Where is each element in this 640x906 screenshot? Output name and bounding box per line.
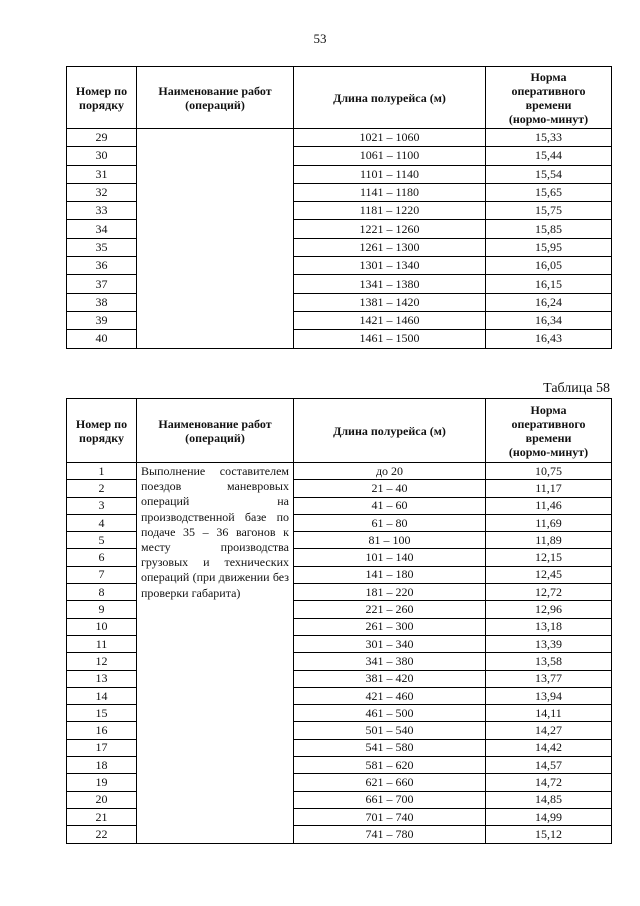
cell-length: 501 – 540 bbox=[294, 722, 486, 739]
cell-norm: 13,39 bbox=[486, 635, 612, 652]
cell-norm: 16,43 bbox=[486, 330, 612, 348]
cell-length: 61 – 80 bbox=[294, 514, 486, 531]
cell-norm: 13,77 bbox=[486, 670, 612, 687]
cell-norm: 15,75 bbox=[486, 202, 612, 220]
cell-norm: 14,11 bbox=[486, 705, 612, 722]
cell-norm: 15,12 bbox=[486, 826, 612, 843]
cell-num: 9 bbox=[67, 601, 137, 618]
cell-length: 701 – 740 bbox=[294, 808, 486, 825]
cell-norm: 10,75 bbox=[486, 463, 612, 480]
cell-length: 541 – 580 bbox=[294, 739, 486, 756]
cell-length: 741 – 780 bbox=[294, 826, 486, 843]
cell-num: 17 bbox=[67, 739, 137, 756]
cell-norm: 15,65 bbox=[486, 183, 612, 201]
header-length: Длина полурейса (м) bbox=[294, 67, 486, 129]
cell-length: 1341 – 1380 bbox=[294, 275, 486, 293]
cell-num: 33 bbox=[67, 202, 137, 220]
header-norm-line-4: (нормо-минут) bbox=[508, 111, 589, 126]
cell-num: 35 bbox=[67, 238, 137, 256]
cell-length: 1021 – 1060 bbox=[294, 129, 486, 147]
header-norm-line-3: времени bbox=[525, 97, 572, 112]
cell-num: 3 bbox=[67, 497, 137, 514]
cell-norm: 12,72 bbox=[486, 584, 612, 601]
cell-norm: 16,05 bbox=[486, 257, 612, 275]
cell-num: 11 bbox=[67, 635, 137, 652]
header-num: Номер по порядку bbox=[67, 67, 137, 129]
cell-num: 10 bbox=[67, 618, 137, 635]
norm-table-continued bbox=[66, 66, 612, 349]
cell-num: 1 bbox=[67, 463, 137, 480]
cell-num: 21 bbox=[67, 808, 137, 825]
cell-norm: 16,24 bbox=[486, 293, 612, 311]
cell-norm: 15,95 bbox=[486, 238, 612, 256]
cell-length: 81 – 100 bbox=[294, 532, 486, 549]
cell-num: 29 bbox=[67, 129, 137, 147]
table-header-row bbox=[67, 67, 612, 129]
cell-num: 40 bbox=[67, 330, 137, 348]
cell-num: 39 bbox=[67, 311, 137, 329]
cell-num: 34 bbox=[67, 220, 137, 238]
header-name: Наименование работ (операций) bbox=[137, 67, 294, 129]
cell-norm: 14,99 bbox=[486, 808, 612, 825]
cell-norm: 14,42 bbox=[486, 739, 612, 756]
cell-length: 381 – 420 bbox=[294, 670, 486, 687]
cell-num: 6 bbox=[67, 549, 137, 566]
cell-num: 2 bbox=[67, 480, 137, 497]
header-length: Длина полурейса (м) bbox=[294, 399, 486, 463]
cell-norm: 14,57 bbox=[486, 757, 612, 774]
cell-num: 18 bbox=[67, 757, 137, 774]
cell-num: 16 bbox=[67, 722, 137, 739]
cell-num: 22 bbox=[67, 826, 137, 843]
cell-norm: 13,94 bbox=[486, 687, 612, 704]
cell-norm: 11,69 bbox=[486, 514, 612, 531]
cell-norm: 15,85 bbox=[486, 220, 612, 238]
header-name: Наименование работ (операций) bbox=[137, 399, 294, 463]
cell-norm: 15,54 bbox=[486, 165, 612, 183]
cell-num: 31 bbox=[67, 165, 137, 183]
cell-norm: 11,46 bbox=[486, 497, 612, 514]
cell-length: 621 – 660 bbox=[294, 774, 486, 791]
header-norm bbox=[486, 399, 612, 463]
cell-length: 181 – 220 bbox=[294, 584, 486, 601]
cell-length: 301 – 340 bbox=[294, 635, 486, 652]
table-header-row bbox=[67, 399, 612, 463]
header-num: Номер по порядку bbox=[67, 399, 137, 463]
cell-length: 1221 – 1260 bbox=[294, 220, 486, 238]
header-norm-line-3: времени bbox=[525, 430, 572, 445]
cell-length: 141 – 180 bbox=[294, 566, 486, 583]
cell-length: 1101 – 1140 bbox=[294, 165, 486, 183]
cell-norm: 14,27 bbox=[486, 722, 612, 739]
cell-length: 461 – 500 bbox=[294, 705, 486, 722]
cell-num: 13 bbox=[67, 670, 137, 687]
cell-length: 261 – 300 bbox=[294, 618, 486, 635]
table-caption: Таблица 58 bbox=[543, 381, 610, 396]
cell-operation-name: Выполнение составителем поездов маневровых операций на производственной базе по подаче 35 – 36 вагонов к месту производства грузовых и технических операций (при движении без проверки габарита) bbox=[137, 463, 294, 844]
cell-norm: 14,85 bbox=[486, 791, 612, 808]
cell-num: 38 bbox=[67, 293, 137, 311]
cell-num: 37 bbox=[67, 275, 137, 293]
header-norm-line-2: оперативного bbox=[511, 83, 586, 98]
cell-length: 1421 – 1460 bbox=[294, 311, 486, 329]
cell-num: 7 bbox=[67, 566, 137, 583]
table-row bbox=[67, 463, 612, 480]
cell-length: 41 – 60 bbox=[294, 497, 486, 514]
cell-num: 4 bbox=[67, 514, 137, 531]
header-norm-line-1: Норма bbox=[530, 402, 567, 417]
cell-norm: 12,15 bbox=[486, 549, 612, 566]
cell-num: 36 bbox=[67, 257, 137, 275]
cell-num: 8 bbox=[67, 584, 137, 601]
cell-length: 1141 – 1180 bbox=[294, 183, 486, 201]
header-norm-line-2: оперативного bbox=[511, 416, 586, 431]
norm-table-58 bbox=[66, 398, 612, 844]
cell-norm: 16,34 bbox=[486, 311, 612, 329]
cell-norm: 15,33 bbox=[486, 129, 612, 147]
cell-num: 32 bbox=[67, 183, 137, 201]
cell-norm: 16,15 bbox=[486, 275, 612, 293]
cell-length: 221 – 260 bbox=[294, 601, 486, 618]
cell-length: 1261 – 1300 bbox=[294, 238, 486, 256]
header-norm bbox=[486, 67, 612, 129]
cell-length: 101 – 140 bbox=[294, 549, 486, 566]
cell-length: 1301 – 1340 bbox=[294, 257, 486, 275]
header-norm-line-1: Норма bbox=[530, 69, 567, 84]
cell-length: 1461 – 1500 bbox=[294, 330, 486, 348]
cell-length: 1061 – 1100 bbox=[294, 147, 486, 165]
cell-length: 1181 – 1220 bbox=[294, 202, 486, 220]
cell-length: 661 – 700 bbox=[294, 791, 486, 808]
cell-length: 1381 – 1420 bbox=[294, 293, 486, 311]
cell-norm: 15,44 bbox=[486, 147, 612, 165]
cell-length: 341 – 380 bbox=[294, 653, 486, 670]
cell-length: 421 – 460 bbox=[294, 687, 486, 704]
cell-norm: 13,18 bbox=[486, 618, 612, 635]
cell-num: 15 bbox=[67, 705, 137, 722]
cell-num: 20 bbox=[67, 791, 137, 808]
cell-length: 21 – 40 bbox=[294, 480, 486, 497]
cell-norm: 11,17 bbox=[486, 480, 612, 497]
cell-num: 19 bbox=[67, 774, 137, 791]
cell-length: до 20 bbox=[294, 463, 486, 480]
cell-num: 14 bbox=[67, 687, 137, 704]
cell-norm: 11,89 bbox=[486, 532, 612, 549]
table-row bbox=[67, 129, 612, 147]
cell-norm: 14,72 bbox=[486, 774, 612, 791]
header-norm-line-4: (нормо-минут) bbox=[508, 444, 589, 459]
cell-norm: 12,96 bbox=[486, 601, 612, 618]
cell-operation-name bbox=[137, 129, 294, 349]
cell-length: 581 – 620 bbox=[294, 757, 486, 774]
cell-norm: 12,45 bbox=[486, 566, 612, 583]
cell-num: 5 bbox=[67, 532, 137, 549]
page-number: 53 bbox=[313, 31, 327, 46]
cell-norm: 13,58 bbox=[486, 653, 612, 670]
cell-num: 30 bbox=[67, 147, 137, 165]
cell-num: 12 bbox=[67, 653, 137, 670]
